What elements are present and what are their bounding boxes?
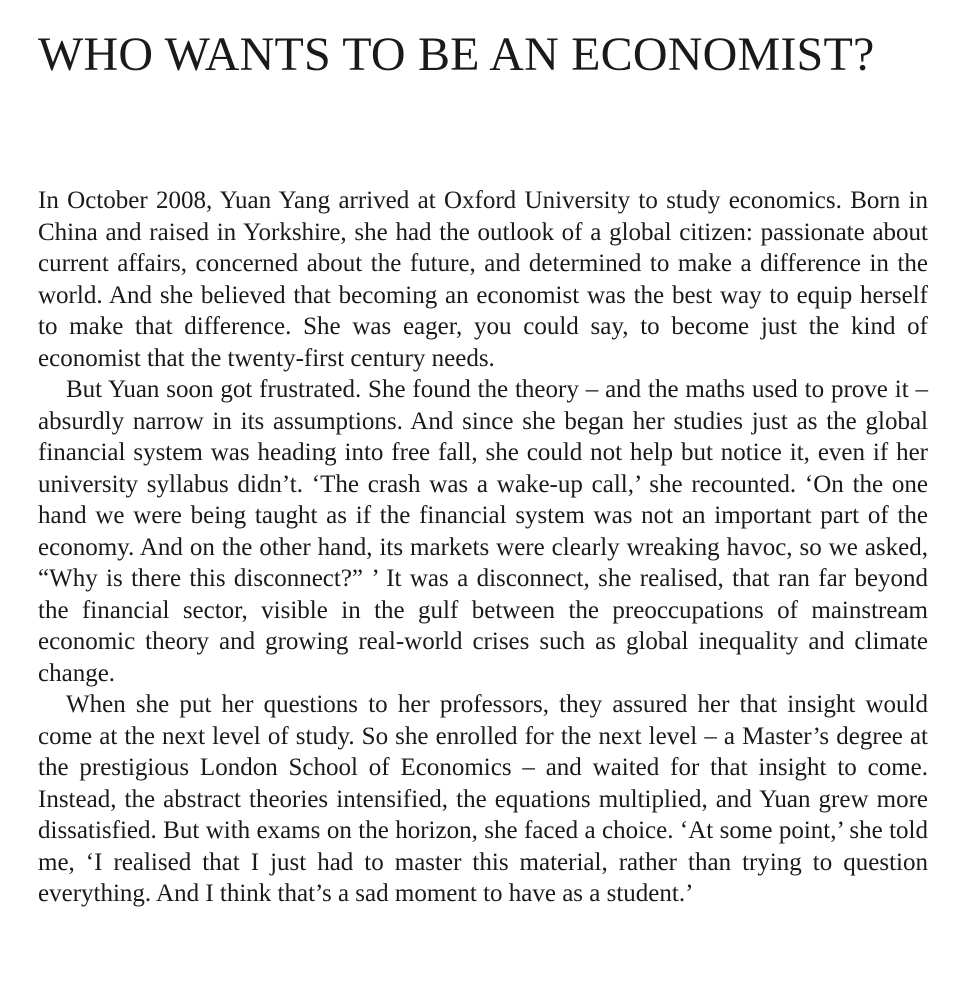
chapter-title: WHO WANTS TO BE AN ECONOMIST?: [38, 28, 875, 81]
book-page: [38, 0, 928, 910]
paragraph-1: In October 2008, Yuan Yang arrived at Oxford University to study economics. Born in China and raised in Yorkshire, she had the outlook of a global citizen: passionate about current affairs, concerned about the future, and determined to make a difference in the world. And she believed that becoming an economist was the best way to equip herself to make that difference. She was eager, you could say, to become just the kind of economist that the twenty-first century needs.: [38, 187, 928, 372]
chapter-body: [38, 185, 928, 910]
paragraph-3: When she put her questions to her professors, they assured her that insight would come at the next level of study. So she enrolled for the next level – a Master’s degree at the prestigious London School of Economics – and waited for that insight to come. Instead, the abstract theories intensified, the equations multiplied, and Yuan grew more dissatisfied. But with exams on the horizon, she faced a choice. ‘At some point,’ she told me, ‘I realised that I just had to master this material, rather than trying to question everything. And I think that’s a sad moment to have as a student.’: [38, 691, 928, 907]
paragraph-2: But Yuan soon got frustrated. She found the theory – and the maths used to prove it – absurdly narrow in its assumptions. And since she began her studies just as the global financial system was heading into free fall, she could not help but notice it, even if her university syllabus didn’t. ‘The crash was a wake-up call,’ she recounted. ‘On the one hand we were being taught as if the financial system was not an important part of the economy. And on the other hand, its markets were clearly wreaking havoc, so we asked, “Why is there this disconnect?” ’ It was a disconnect, she realised, that ran far beyond the financial sector, visible in the gulf between the preoccupations of mainstream economic theory and growing real-world crises such as global inequality and climate change.: [38, 376, 928, 687]
